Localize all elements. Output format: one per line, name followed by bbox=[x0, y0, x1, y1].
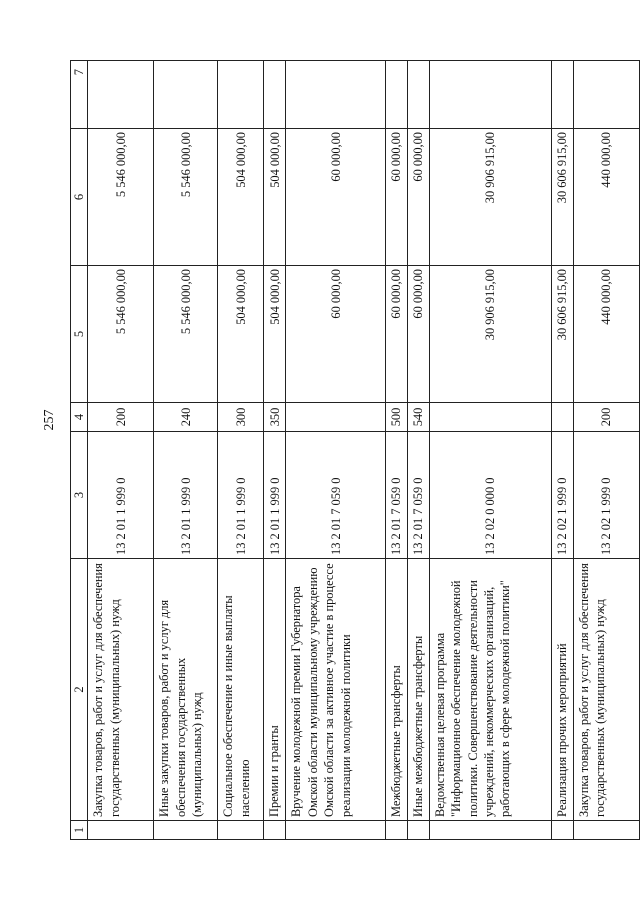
cell-amount-6: 504 000,00 bbox=[264, 129, 286, 266]
cell-code: 13 2 01 1 999 0 bbox=[88, 432, 154, 559]
cell-col-1 bbox=[264, 821, 286, 840]
cell-col-1 bbox=[407, 821, 429, 840]
cell-col-7 bbox=[429, 61, 551, 129]
table-row bbox=[218, 61, 264, 840]
cell-code: 13 2 01 1 999 0 bbox=[264, 432, 286, 559]
cell-amount-6: 30 606 915,00 bbox=[551, 129, 573, 266]
cell-amount-5: 30 606 915,00 bbox=[551, 266, 573, 403]
cell-col-7 bbox=[154, 61, 218, 129]
cell-amount-6: 60 000,00 bbox=[286, 129, 386, 266]
cell-type: 300 bbox=[218, 403, 264, 432]
cell-name: Премии и гранты bbox=[264, 559, 286, 821]
table-row bbox=[286, 61, 386, 840]
cell-col-7 bbox=[573, 61, 639, 129]
table-row bbox=[154, 61, 218, 840]
table-row bbox=[407, 61, 429, 840]
cell-amount-6: 60 000,00 bbox=[386, 129, 407, 266]
cell-type: 540 bbox=[407, 403, 429, 432]
header-col-3: 3 bbox=[71, 432, 88, 559]
cell-col-1 bbox=[551, 821, 573, 840]
header-col-4: 4 bbox=[71, 403, 88, 432]
cell-code: 13 2 02 0 000 0 bbox=[429, 432, 551, 559]
cell-col-7 bbox=[551, 61, 573, 129]
cell-col-7 bbox=[407, 61, 429, 129]
header-col-5: 5 bbox=[71, 266, 88, 403]
table-row bbox=[429, 61, 551, 840]
cell-type bbox=[286, 403, 386, 432]
cell-code: 13 2 01 7 059 0 bbox=[286, 432, 386, 559]
table-row bbox=[386, 61, 407, 840]
cell-amount-6: 504 000,00 bbox=[218, 129, 264, 266]
header-col-1: 1 bbox=[71, 821, 88, 840]
cell-col-1 bbox=[154, 821, 218, 840]
table-row bbox=[551, 61, 573, 840]
cell-code: 13 2 01 1 999 0 bbox=[154, 432, 218, 559]
cell-name: Ведомственная целевая программа "Информационное обеспечение молодежной политики. Совершенствование деятельности учреждений, некоммерческих организаций, работающих в сфере молодежной политики" bbox=[429, 559, 551, 821]
cell-amount-5: 504 000,00 bbox=[264, 266, 286, 403]
cell-col-7 bbox=[286, 61, 386, 129]
cell-col-1 bbox=[286, 821, 386, 840]
cell-amount-6: 60 000,00 bbox=[407, 129, 429, 266]
cell-code: 13 2 01 7 059 0 bbox=[386, 432, 407, 559]
cell-amount-5: 60 000,00 bbox=[386, 266, 407, 403]
cell-code: 13 2 01 1 999 0 bbox=[218, 432, 264, 559]
cell-type bbox=[429, 403, 551, 432]
cell-name: Реализация прочих мероприятий bbox=[551, 559, 573, 821]
cell-amount-5: 60 000,00 bbox=[407, 266, 429, 403]
budget-table bbox=[70, 60, 640, 840]
cell-code: 13 2 02 1 999 0 bbox=[551, 432, 573, 559]
cell-amount-6: 5 546 000,00 bbox=[88, 129, 154, 266]
cell-col-1 bbox=[429, 821, 551, 840]
cell-name: Социальное обеспечение и иные выплаты населению bbox=[218, 559, 264, 821]
cell-type: 500 bbox=[386, 403, 407, 432]
cell-col-7 bbox=[386, 61, 407, 129]
cell-col-1 bbox=[88, 821, 154, 840]
cell-col-7 bbox=[264, 61, 286, 129]
table-header-row bbox=[71, 61, 88, 840]
cell-name: Иные закупки товаров, работ и услуг для обеспечения государственных (муниципальных) нужд bbox=[154, 559, 218, 821]
cell-amount-5: 5 546 000,00 bbox=[88, 266, 154, 403]
cell-name: Вручение молодежной премии Губернатора Омской области муниципальному учреждению Омской области за активное участие в процессе реализации молодежной политики bbox=[286, 559, 386, 821]
cell-name: Иные межбюджетные трансферты bbox=[407, 559, 429, 821]
header-col-6: 6 bbox=[71, 129, 88, 266]
cell-col-7 bbox=[218, 61, 264, 129]
cell-type: 200 bbox=[573, 403, 639, 432]
header-col-7: 7 bbox=[71, 61, 88, 129]
cell-name: Закупка товаров, работ и услуг для обеспечения государственных (муниципальных) нужд bbox=[573, 559, 639, 821]
cell-type: 240 bbox=[154, 403, 218, 432]
cell-amount-5: 60 000,00 bbox=[286, 266, 386, 403]
cell-code: 13 2 02 1 999 0 bbox=[573, 432, 639, 559]
cell-amount-6: 30 906 915,00 bbox=[429, 129, 551, 266]
cell-type: 350 bbox=[264, 403, 286, 432]
table-row bbox=[264, 61, 286, 840]
table-row bbox=[88, 61, 154, 840]
cell-col-1 bbox=[386, 821, 407, 840]
cell-col-7 bbox=[88, 61, 154, 129]
cell-amount-5: 5 546 000,00 bbox=[154, 266, 218, 403]
cell-amount-6: 5 546 000,00 bbox=[154, 129, 218, 266]
cell-amount-5: 504 000,00 bbox=[218, 266, 264, 403]
cell-col-1 bbox=[218, 821, 264, 840]
cell-name: Межбюджетные трансферты bbox=[386, 559, 407, 821]
cell-col-1 bbox=[573, 821, 639, 840]
budget-table-sheet bbox=[70, 60, 614, 840]
cell-code: 13 2 01 7 059 0 bbox=[407, 432, 429, 559]
cell-name: Закупка товаров, работ и услуг для обеспечения государственных (муниципальных) нужд bbox=[88, 559, 154, 821]
page-number: 257 bbox=[42, 409, 57, 431]
cell-type: 200 bbox=[88, 403, 154, 432]
cell-amount-5: 440 000,00 bbox=[573, 266, 639, 403]
cell-amount-5: 30 906 915,00 bbox=[429, 266, 551, 403]
table-row bbox=[573, 61, 639, 840]
cell-type bbox=[551, 403, 573, 432]
cell-amount-6: 440 000,00 bbox=[573, 129, 639, 266]
header-col-2: 2 bbox=[71, 559, 88, 821]
